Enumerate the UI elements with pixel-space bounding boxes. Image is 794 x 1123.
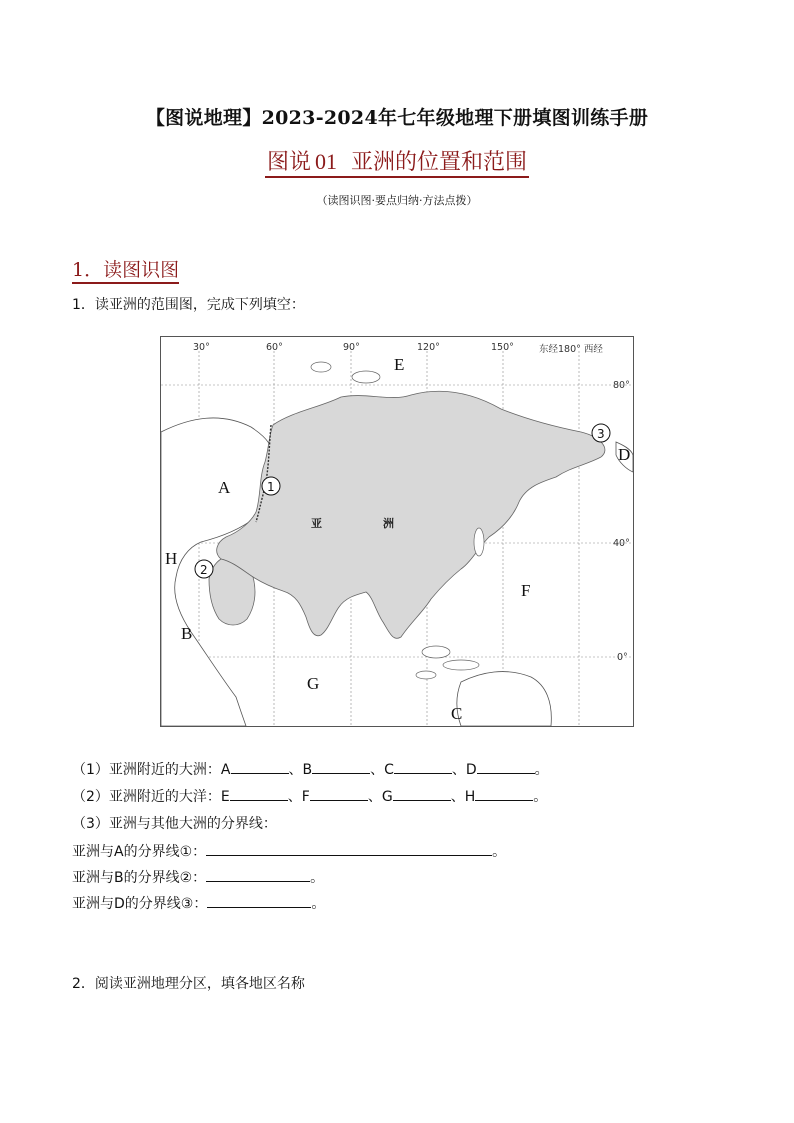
boundary-2-label: 亚洲与B的分界线②： <box>72 870 207 886</box>
label-F: F <box>521 581 531 600</box>
lon-label: 90° <box>343 342 360 353</box>
end-mark: 。 <box>534 762 549 778</box>
lon-label: 30° <box>193 342 210 353</box>
svg-text:2: 2 <box>200 563 208 577</box>
lon-label: 120° <box>417 342 440 353</box>
label-C: C <box>451 704 463 723</box>
answer-blank-boundary-2[interactable] <box>206 867 310 882</box>
answer-blank-boundary-3[interactable] <box>207 893 311 908</box>
map-graphic <box>161 337 633 726</box>
lon-label: 150° <box>491 342 514 353</box>
answer-blank-boundary-1[interactable] <box>206 841 492 856</box>
blank-label: A <box>220 762 231 778</box>
boundary-1-label: 亚洲与A的分界线①： <box>72 844 207 860</box>
blank-label: 、D <box>451 762 477 778</box>
question-1-sub2 <box>72 786 547 806</box>
blank-label: 、C <box>370 762 394 778</box>
end-mark: 。 <box>533 789 548 805</box>
section-heading: 1．读图识图 <box>72 255 179 282</box>
question-2-prompt: 2．阅读亚洲地理分区，填各地区名称 <box>72 976 305 992</box>
asia-label-1: 亚 <box>311 517 322 530</box>
end-mark: 。 <box>311 896 326 912</box>
blank-label: 、H <box>450 789 476 805</box>
label-E: E <box>394 355 405 374</box>
document-title: 【图说地理】2023-2024年七年级地理下册填图训练手册 <box>145 107 649 129</box>
label-A: A <box>218 478 231 497</box>
end-mark: 。 <box>492 844 507 860</box>
answer-blank-A[interactable] <box>231 759 289 774</box>
sub1-prefix: （1）亚洲附近的大洲： <box>72 762 221 778</box>
tagline: （读图识图·要点归纳·方法点拨） <box>316 194 478 207</box>
blank-label: 、G <box>367 789 393 805</box>
answer-blank-E[interactable] <box>230 786 288 801</box>
asia-label-2: 洲 <box>383 517 394 530</box>
label-G: G <box>307 674 320 693</box>
lesson-prefix: 图说 <box>266 150 311 175</box>
end-mark: 。 <box>310 870 325 886</box>
answer-blank-C[interactable] <box>394 759 452 774</box>
marker-2 <box>195 560 213 578</box>
svg-text:1: 1 <box>267 480 275 494</box>
answer-blank-F[interactable] <box>310 786 368 801</box>
lat-label: 40° <box>613 538 630 549</box>
blank-label: 、B <box>288 762 313 778</box>
lesson-name: 亚洲的位置和范围 <box>351 150 528 175</box>
answer-blank-D[interactable] <box>477 759 535 774</box>
question-1-sub3: （3）亚洲与其他大洲的分界线： <box>72 816 277 832</box>
boundary-3-label: 亚洲与D的分界线③： <box>72 896 208 912</box>
lesson-title <box>0 145 794 176</box>
sub2-prefix: （2）亚洲附近的大洋： <box>72 789 221 805</box>
lat-label: 0° <box>617 652 628 663</box>
answer-blank-H[interactable] <box>475 786 533 801</box>
marker-3 <box>592 424 610 442</box>
answer-blank-G[interactable] <box>393 786 451 801</box>
lat-label: 80° <box>613 380 630 391</box>
boundary-question-1 <box>72 841 506 861</box>
lesson-number: 01 <box>315 149 337 174</box>
blank-label: 、F <box>287 789 310 805</box>
boundary-question-3 <box>72 893 325 913</box>
question-1-sub1 <box>72 759 549 779</box>
australia-outline <box>457 672 551 726</box>
label-D: D <box>618 445 631 464</box>
boundary-question-2 <box>72 867 324 887</box>
lon-label: 60° <box>266 342 283 353</box>
svg-text:3: 3 <box>597 427 605 441</box>
marker-1 <box>262 477 280 495</box>
lon-label: 东经180° 西经 <box>539 344 603 355</box>
question-1-prompt: 1．读亚洲的范围图，完成下列填空： <box>72 297 305 313</box>
asia-range-map <box>160 336 634 727</box>
label-B: B <box>181 624 193 643</box>
answer-blank-B[interactable] <box>312 759 370 774</box>
label-H: H <box>165 549 178 568</box>
asia-landmass <box>217 391 605 638</box>
blank-label: E <box>220 789 230 805</box>
